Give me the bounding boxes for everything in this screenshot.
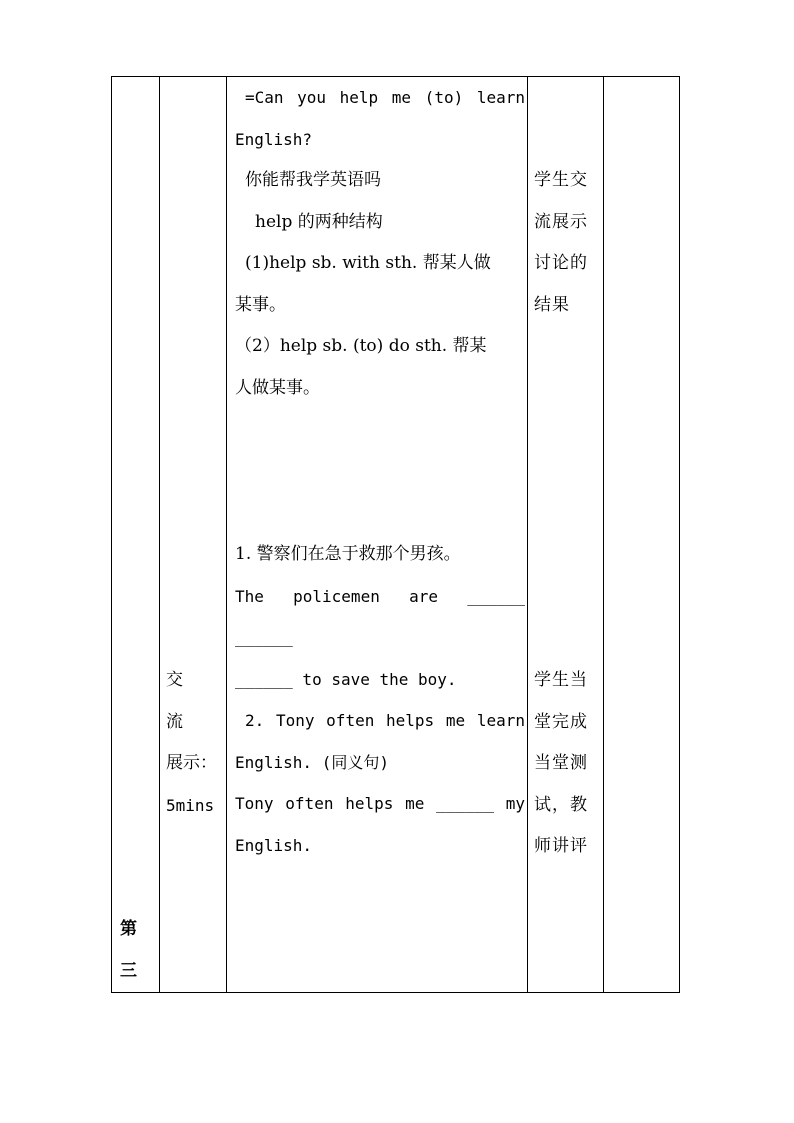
content-exercises: 1. 警察们在急于救那个男孩。 The policemen are ______ ______ ______ to save the boy. 2. Tony often helps me learn English. (同义句) Tony often helps me ______ my English.: [235, 544, 525, 855]
column-divider: [527, 77, 528, 992]
column-divider: [226, 77, 227, 992]
content-explanation: =Can you help me (to) learn English? 你能帮我学英语吗 help 的两种结构 (1)help sb. with sth. 帮某人做 某事。 （2）help sb. (to) do sth. 帮某 人做某事。: [235, 88, 525, 398]
activity-label: 交 流 展示： 5mins: [166, 670, 217, 815]
stage-label: 第 三: [120, 919, 137, 981]
lesson-table: [111, 76, 680, 993]
column-divider: [603, 77, 604, 992]
student-activity-top: 学生交 流展示 讨论的 结果: [534, 170, 588, 315]
column-divider: [159, 77, 160, 992]
student-activity-bottom: 学生当 堂完成 当堂测 试，教 师讲评: [534, 670, 588, 856]
